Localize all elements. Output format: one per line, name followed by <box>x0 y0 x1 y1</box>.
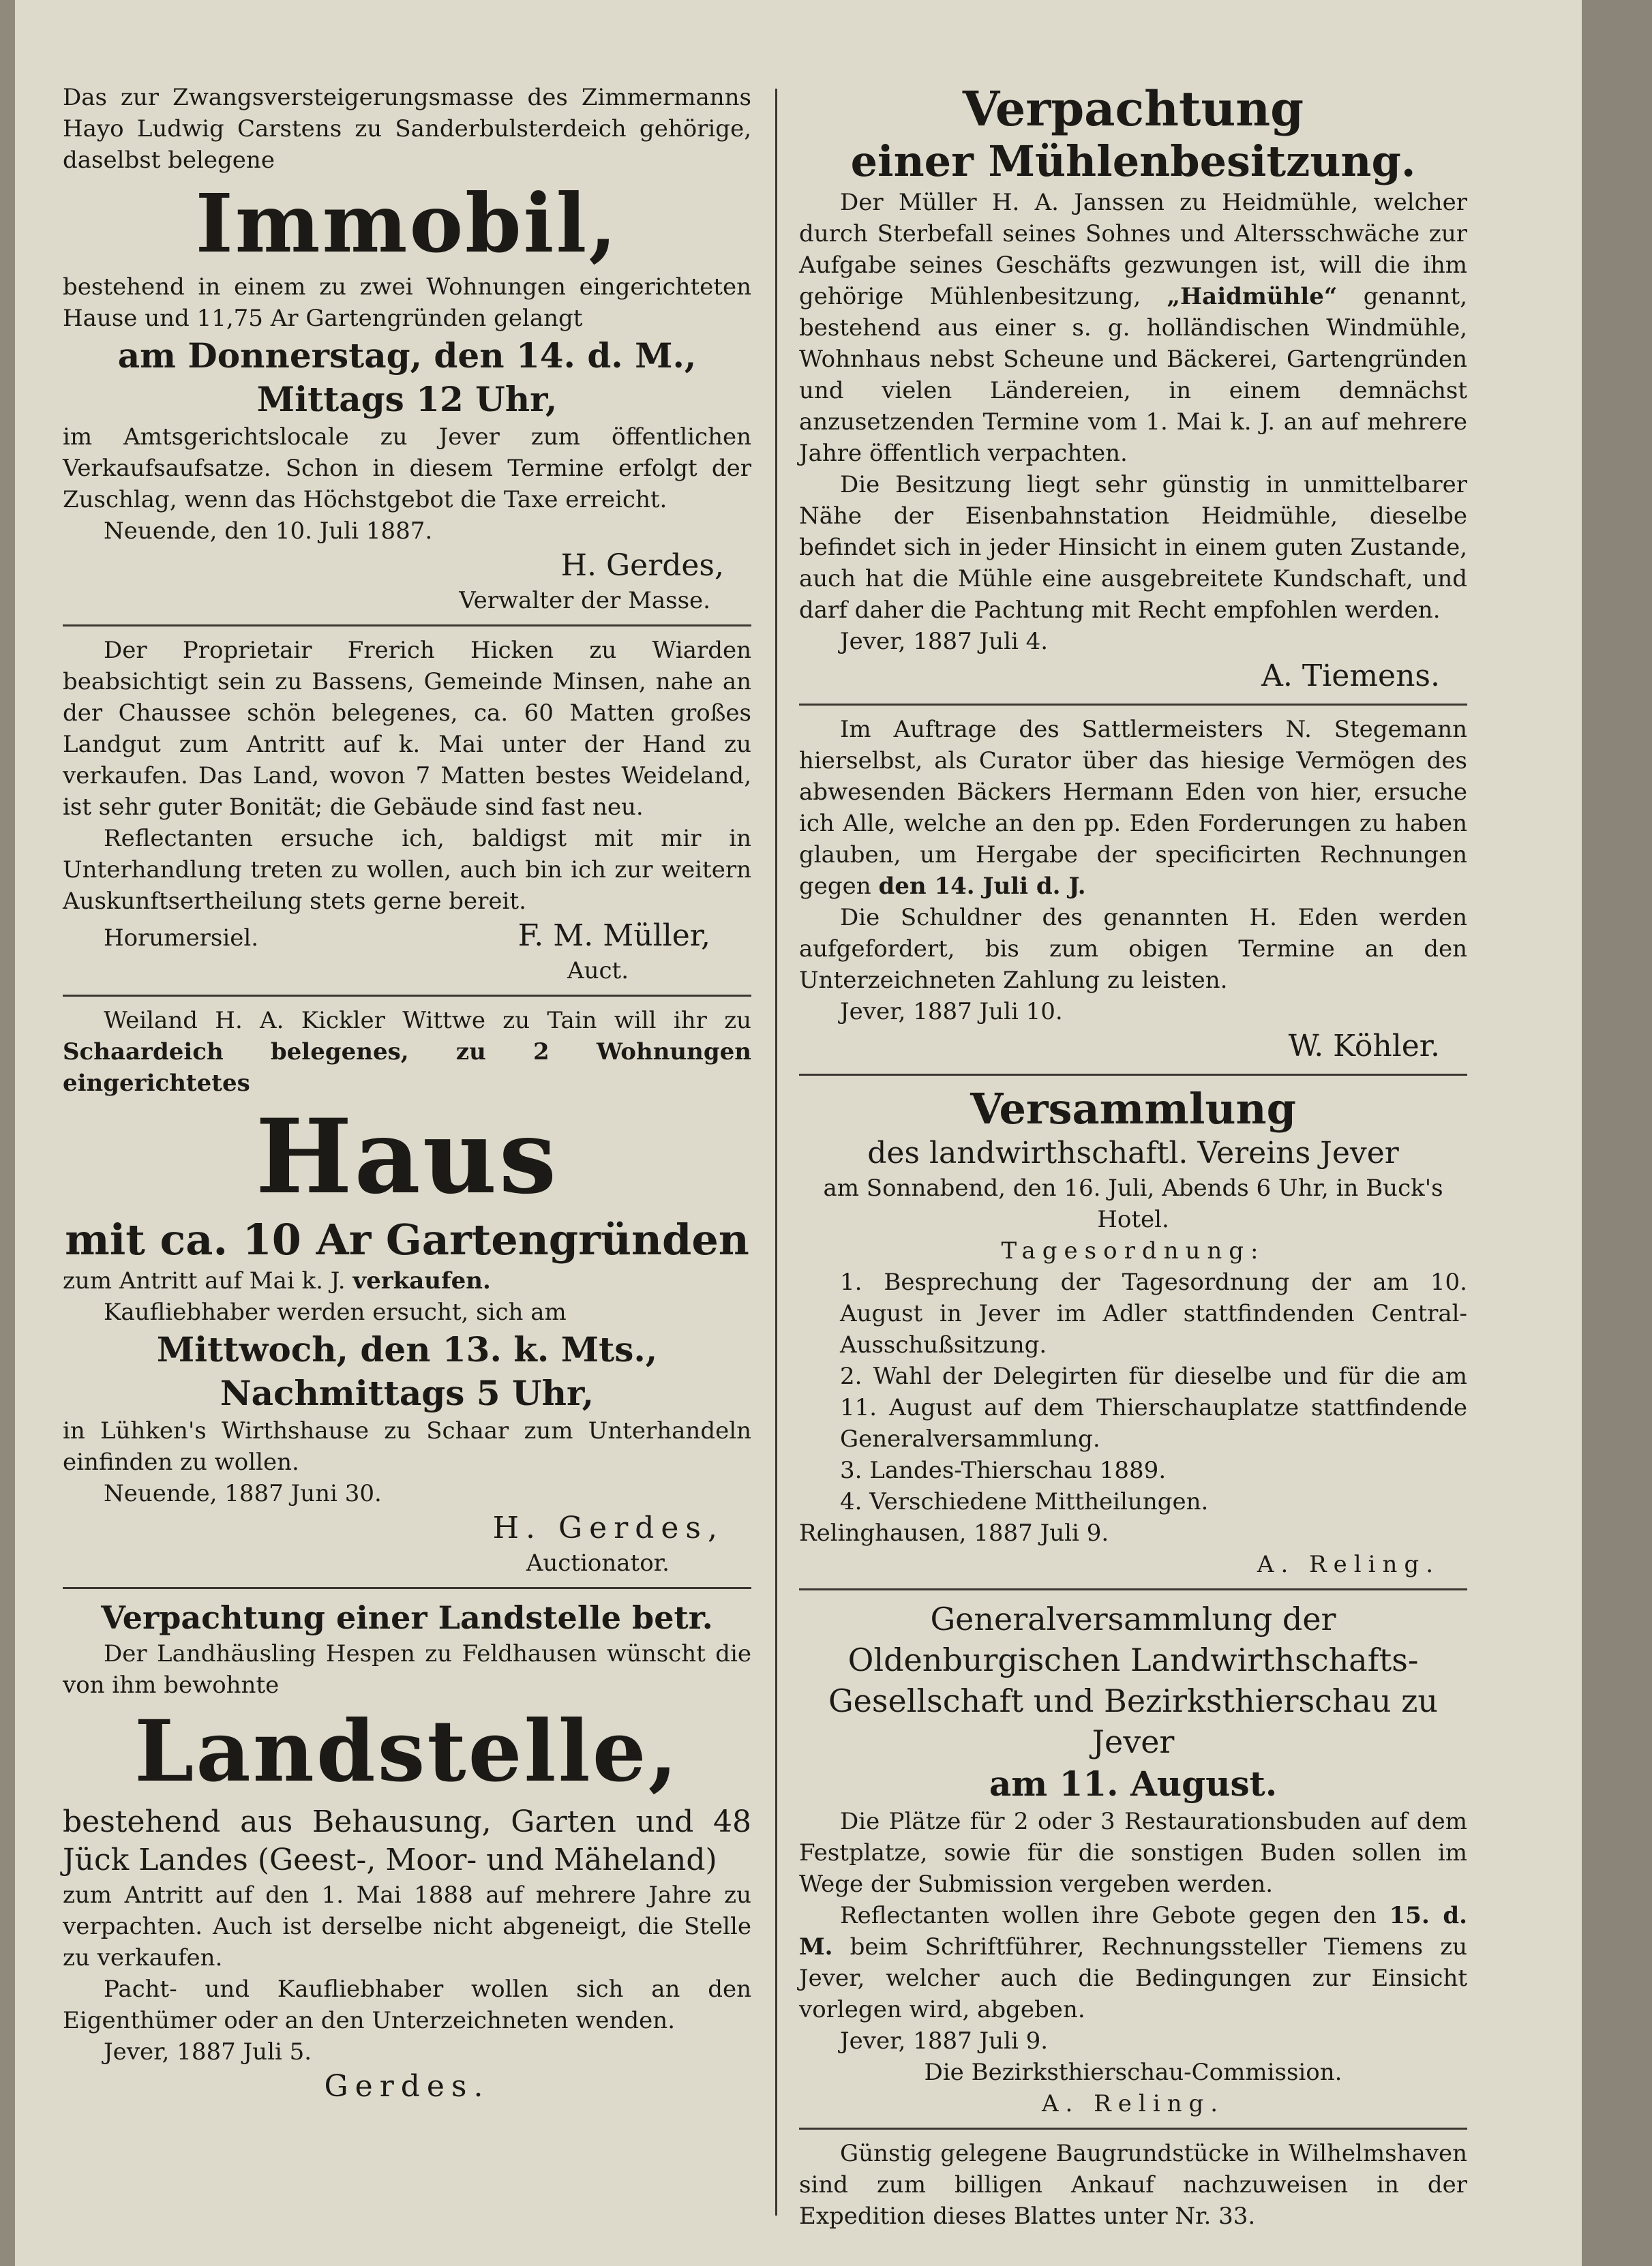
ad-body: Günstig gelegene Baugrundstücke in Wilhelmshaven sind zum billigen Ankauf nachzuweisen in der Expedition dieses Blattes unter Nr. 33. <box>799 2140 1467 2230</box>
ad-title: Verpachtung einer Landstelle betr. <box>101 1599 713 1636</box>
ad-headline: Verpachtung <box>962 80 1304 137</box>
ad-place-date: Jever, 1887 Juli 5. <box>104 2038 312 2066</box>
ad-headline: Versammlung <box>970 1084 1296 1134</box>
ad-role: Auctionator. <box>526 1550 670 1577</box>
ad-separator <box>799 1074 1467 1076</box>
ad-body: Kaufliebhaber werden ersucht, sich am <box>104 1299 567 1326</box>
ad-date: Mittwoch, den 13. k. Mts., <box>156 1329 658 1370</box>
ad-role: Verwalter der Masse. <box>459 587 710 614</box>
ad-signature: A. Tiemens. <box>1261 659 1440 693</box>
ad-landgut <box>63 635 751 986</box>
ad-body: Im Auftrage des Sattlermeisters N. Stegemann hierselbst, als Curator über das hiesige Vermögen des abwesenden Bäckers Hermann Eden von hier, ersuche ich Alle, welche an den pp. Eden Forderungen zu haben glauben, um Hergabe der specificirten Rechnungen gegen <box>799 716 1467 900</box>
ad-body: zum Antritt auf den 1. Mai 1888 auf mehrere Jahre zu verpachten. Auch ist derselbe nicht abgeneigt, die Stelle zu verkaufen. <box>63 1882 751 1972</box>
ad-body: Reflectanten wollen ihre Gebote gegen den <box>840 1902 1377 1929</box>
right-column <box>799 82 1467 2232</box>
ad-intro-bold: Schaardeich belegenes, zu 2 Wohnungen eingerichtetes <box>63 1038 751 1097</box>
ad-separator <box>799 704 1467 706</box>
ad-body: Die Besitzung liegt sehr günstig in unmittelbarer Nähe der Eisenbahnstation Heidmühle, dieselbe befindet sich in jeder Hinsicht in einem guten Zustande, auch hat die Mühle eine ausgebreitete Kundschaft, und darf daher die Pachtung mit Recht empfohlen werden. <box>799 471 1467 624</box>
ad-body: bestehend in einem zu zwei Wohnungen eingerichteten Hause und 11,75 Ar Gartengründen gelangt <box>63 273 751 332</box>
ad-commission: Die Bezirksthierschau-Commission. <box>924 2059 1342 2086</box>
ad-muehle <box>799 82 1467 695</box>
ad-separator <box>63 995 751 997</box>
ad-intro: Der Landhäusling Hespen zu Feldhausen wünscht die von ihm bewohnte <box>63 1640 751 1699</box>
ad-body: am Sonnabend, den 16. Juli, Abends 6 Uhr, in Buck's Hotel. <box>823 1175 1443 1233</box>
ad-date: am 11. August. <box>989 1764 1278 1804</box>
ad-body: in Lühken's Wirthshause zu Schaar zum Unterhandeln einfinden zu wollen. <box>63 1417 751 1476</box>
ad-headline: Haus <box>255 1097 559 1217</box>
ad-subheadline: des landwirthschaftl. Vereins Jever <box>867 1136 1399 1170</box>
ad-landstelle <box>63 1597 751 2106</box>
ad-role: Auct. <box>567 957 629 984</box>
ad-place: Horumersiel. <box>104 924 259 952</box>
ad-body: Die Schuldner des genannten H. Eden werden aufgefordert, bis zum obigen Termine an den Unterzeichneten Zahlung zu leisten. <box>799 904 1467 994</box>
ad-headline: Landstelle, <box>134 1702 680 1801</box>
ad-time: Mittags 12 Uhr, <box>256 379 558 419</box>
ad-headline: einer Mühlenbesitzung. <box>850 136 1416 186</box>
ad-signature: H. Gerdes, <box>560 548 724 583</box>
agenda-item: 4. Verschiedene Mittheilungen. <box>840 1488 1209 1515</box>
ad-versammlung <box>799 1084 1467 1580</box>
ad-signature: F. M. Müller, <box>517 918 710 953</box>
ad-place-date: Jever, 1887 Juli 10. <box>840 998 1063 1025</box>
ad-date: am Donnerstag, den 14. d. M., <box>117 335 697 376</box>
ad-body: Reflectanten ersuche ich, baldigst mit mir in Unterhandlung treten zu wollen, auch bin ich zur weitern Auskunftsertheilung stets gerne bereit. <box>63 825 751 915</box>
ad-subheadline: bestehend aus Behausung, Garten und 48 Jück Landes (Geest-, Moor- und Mäheland) <box>63 1804 751 1877</box>
ad-signature: W. Köhler. <box>1288 1029 1440 1063</box>
ad-body-bold: den 14. Juli d. J. <box>878 873 1086 900</box>
ad-body: Pacht- und Kaufliebhaber wollen sich an den Eigenthümer oder an den Unterzeichneten wenden. <box>63 1976 751 2034</box>
ad-separator <box>63 624 751 626</box>
agenda-item: 2. Wahl der Delegirten für dieselbe und für die am 11. August auf dem Thierschauplatze stattfindende Generalversammlung. <box>840 1363 1467 1453</box>
agenda-item: 3. Landes-Thierschau 1889. <box>840 1457 1167 1484</box>
left-column <box>63 82 751 2106</box>
agenda-title: Tagesordnung: <box>1001 1237 1265 1265</box>
ad-signature: H. Gerdes, <box>492 1511 724 1545</box>
ad-signature: A. Reling. <box>1257 1551 1440 1578</box>
ad-headline: Generalversammlung der Oldenburgischen Landwirthschafts-Gesellschaft und Bezirksthierschau zu Jever <box>828 1601 1439 1760</box>
ad-separator <box>63 1587 751 1589</box>
ad-body: genannt, bestehend aus einer s. g. holländischen Windmühle, Wohnhaus nebst Scheune und Bäckerei, Gartengründen und vielen Ländereien, in einem demnächst anzusetzenden Termine vom 1. Mai k. J. an auf mehrere Jahre öffentlich verpachten. <box>799 283 1468 467</box>
ad-body: Die Plätze für 2 oder 3 Restaurationsbuden auf dem Festplatze, sowie für die sonstigen Buden sollen im Wege der Submission vergeben werden. <box>799 1808 1467 1898</box>
ad-intro: Das zur Zwangsversteigerungsmasse des Zimmermanns Hayo Ludwig Carstens zu Sanderbulsterdeich gehörige, daselbst belegene <box>63 84 751 174</box>
ad-body: Der Proprietair Frerich Hicken zu Wiarden beabsichtigt sein zu Bassens, Gemeinde Minsen, nahe an der Chaussee schön belegenes, ca. 60 Matten großes Landgut zum Antritt auf k. Mai unter der Hand zu verkaufen. Das Land, wovon 7 Matten bestes Weideland, ist sehr guter Bonität; die Gebäude sind fast neu. <box>63 637 751 821</box>
ad-subheadline: mit ca. 10 Ar Gartengründen <box>65 1215 749 1265</box>
ad-body: zum Antritt auf Mai k. J. <box>63 1267 346 1295</box>
newspaper-page <box>15 0 1582 2266</box>
ad-generalversammlung <box>799 1599 1467 2119</box>
ad-separator <box>799 1588 1467 1590</box>
ad-body-bold: verkaufen. <box>352 1267 491 1295</box>
ad-haus <box>63 1005 751 1579</box>
page-edge-left <box>0 0 15 2266</box>
ad-headline: Immobil, <box>195 176 619 271</box>
ad-body: beim Schriftführer, Rechnungssteller Tiemens zu Jever, welcher auch die Bedingungen zur Einsicht vorlegen wird, abgeben. <box>799 1933 1468 2023</box>
ad-body-bold: „Haidmühle“ <box>1167 283 1338 310</box>
ad-body: im Amtsgerichtslocale zu Jever zum öffentlichen Verkaufsaufsatze. Schon in diesem Termine erfolgt der Zuschlag, wenn das Höchstgebot die Taxe erreicht. <box>63 423 751 513</box>
ad-time: Nachmittags 5 Uhr, <box>220 1373 595 1413</box>
ad-immobil <box>63 82 751 616</box>
ad-signature: Gerdes. <box>324 2069 490 2104</box>
ad-signature: A. Reling. <box>1041 2090 1225 2117</box>
ad-place-date: Relinghausen, 1887 Juli 9. <box>799 1520 1109 1547</box>
ad-body-bold: 15. d. M. <box>799 1902 1467 1961</box>
ad-place-date: Jever, 1887 Juli 4. <box>840 628 1049 655</box>
ad-intro: Weiland H. A. Kickler Wittwe zu Tain will ihr zu <box>104 1007 751 1034</box>
ad-eden <box>799 714 1467 1066</box>
ad-baugrund <box>799 2138 1467 2232</box>
ad-separator <box>799 2128 1467 2130</box>
ad-body: Der Müller H. A. Janssen zu Heidmühle, welcher durch Sterbefall seines Sohnes und Altersschwäche zur Aufgabe seines Geschäfts gezwungen ist, will die ihm gehörige Mühlenbesitzung, <box>799 189 1467 310</box>
ad-place-date: Jever, 1887 Juli 9. <box>840 2027 1049 2055</box>
page-edge-right <box>1582 0 1652 2266</box>
agenda-item: 1. Besprechung der Tagesordnung der am 10. August in Jever im Adler stattfindenden Central-Ausschußsitzung. <box>840 1269 1467 1359</box>
ad-place-date: Neuende, den 10. Juli 1887. <box>104 517 433 545</box>
column-divider <box>775 89 777 2216</box>
ad-place-date: Neuende, 1887 Juni 30. <box>104 1480 382 1507</box>
